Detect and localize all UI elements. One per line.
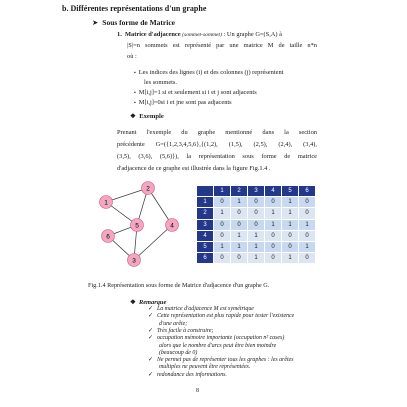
matrix-cell: 1 — [214, 241, 231, 252]
matrix-row — [197, 197, 316, 208]
matrix-header-row — [197, 186, 316, 197]
graph-node-3 — [128, 254, 141, 267]
matrix-cell: 0 — [265, 197, 282, 208]
graph-node-label: 5 — [135, 222, 139, 230]
matrix-cell: 0 — [282, 230, 299, 241]
matrix-column-header: 5 — [282, 186, 299, 197]
matrix-row-header: 4 — [197, 230, 214, 241]
matrix-row-header: 2 — [197, 208, 214, 219]
bullet-item: ▪ M[i,j]=0si i et jne sont pas adjacents — [134, 98, 232, 110]
matrix-cell: 0 — [265, 230, 282, 241]
matrix-row — [197, 208, 316, 219]
remark-item — [148, 306, 254, 313]
matrix-cell: 0 — [214, 197, 231, 208]
remark-text: occupation mémoire importante (occupation n² cases) — [156, 335, 285, 342]
matrix-row — [197, 219, 316, 230]
matrix-column-header: 6 — [299, 186, 316, 197]
remark-item-continuation: d'une arête; — [159, 320, 188, 327]
remark-item — [148, 357, 294, 364]
checkmark-icon: ✓ — [148, 313, 153, 320]
definition-number: 1. — [117, 31, 122, 38]
graph-node-6 — [102, 230, 115, 243]
remark-text: Très facile à construire; — [156, 327, 214, 334]
remark-title: Remarque — [138, 299, 167, 306]
matrix-column-header: 4 — [265, 186, 282, 197]
definition-title: Matrice d'adjacence — [125, 31, 181, 38]
graph-node-label: 6 — [106, 233, 110, 241]
graph-node-2 — [142, 182, 155, 195]
matrix-cell: 1 — [299, 241, 316, 252]
matrix-row-header: 5 — [197, 241, 214, 252]
matrix-row-header: 6 — [197, 253, 214, 264]
definition-text-2: |S|=n sommets est représenté par une matrice M de taille n*n — [127, 42, 317, 49]
matrix-row — [197, 253, 316, 264]
graph-node-label: 2 — [146, 185, 150, 193]
definition-line-1 — [117, 30, 282, 41]
matrix-column-header: 2 — [231, 186, 248, 197]
diamond-bullet-icon: ❖ — [130, 299, 136, 306]
matrix-cell: 1 — [214, 208, 231, 219]
page-number: 8 — [196, 388, 199, 394]
example-line-1: Prenant l'exemple du graphe mentionné dans la section — [117, 129, 317, 136]
definition-text-3: où : — [127, 53, 137, 60]
matrix-cell: 0 — [231, 219, 248, 230]
example-heading — [130, 112, 164, 120]
graph-node-label: 1 — [104, 199, 108, 207]
graph-figure — [90, 180, 190, 275]
matrix-cell: 0 — [299, 208, 316, 219]
bullet-item: ▪ M[i,j]=1 si et seulement si i et j sont adjacents — [134, 88, 257, 100]
remark-item — [148, 335, 284, 342]
remark-item-continuation: (beaucoup de 0) — [159, 349, 198, 356]
matrix-cell: 0 — [265, 253, 282, 264]
matrix-cell: 0 — [265, 241, 282, 252]
example-line-2: précédente G=({1,2,3,4,5,6},{(1,2), (1,5), (2,5), (2,4), (3,4), — [117, 141, 317, 148]
remark-text: La matrice d'adjacence M est symétrique — [156, 306, 254, 312]
matrix-cell: 1 — [282, 197, 299, 208]
checkmark-icon: ✓ — [148, 306, 153, 312]
matrix-cell: 1 — [265, 219, 282, 230]
example-label: Exemple — [139, 113, 164, 120]
remark-heading — [130, 298, 166, 306]
matrix-column-header: 1 — [214, 186, 231, 197]
matrix-row-header: 3 — [197, 219, 214, 230]
graph-node-label: 3 — [132, 257, 136, 265]
figure-caption: Fig.1.4 Représentation sous forme de Matrice d'adjacence d'un graphe G. — [88, 282, 270, 289]
graph-node-4 — [166, 219, 179, 232]
matrix-cell: 1 — [265, 208, 282, 219]
matrix-row — [197, 241, 316, 252]
definition-text-1: : Un graphe G=(S,A) à — [223, 31, 282, 38]
bullet-item: ▪ Les indices des lignes (i) et des colonnes (j) représentent — [134, 68, 283, 80]
matrix-cell: 0 — [248, 197, 265, 208]
subsection-heading — [92, 18, 175, 27]
matrix-cell: 0 — [299, 253, 316, 264]
example-line-3: (3,5), (3,6), (5,6)}), la représentation sous forme de matrice — [117, 153, 317, 160]
matrix-cell: 0 — [214, 253, 231, 264]
graph-node-5 — [131, 219, 144, 232]
checkmark-icon: ✓ — [148, 327, 153, 334]
graph-node-1 — [100, 196, 113, 209]
matrix-row-header: 1 — [197, 197, 214, 208]
matrix-corner — [197, 186, 214, 197]
matrix-cell: 0 — [282, 241, 299, 252]
example-line-4: d'adjacence de ce graphe est illustrée dans la figure Fig.1.4 . — [117, 165, 271, 172]
remark-text: Ne permet pas de représenter tous les graphes : les arêtes — [156, 357, 294, 364]
checkmark-icon: ✓ — [148, 371, 153, 378]
matrix-row — [197, 230, 316, 241]
remark-text: Cette représentation est plus rapide pour tester l'existence — [156, 313, 295, 320]
diamond-bullet-icon: ❖ — [130, 113, 136, 120]
bullet-item-continuation: les sommets. — [144, 79, 178, 86]
matrix-cell: 1 — [248, 230, 265, 241]
remark-item-continuation: multiples ne peuvent être représentées. — [159, 364, 251, 371]
matrix-cell: 0 — [231, 253, 248, 264]
graph-node-label: 4 — [170, 222, 174, 230]
matrix-cell: 1 — [231, 241, 248, 252]
matrix-cell: 1 — [231, 197, 248, 208]
remark-item — [148, 313, 294, 320]
matrix-column-header: 3 — [248, 186, 265, 197]
matrix-cell: 0 — [248, 219, 265, 230]
matrix-cell: 0 — [214, 230, 231, 241]
remark-item — [148, 328, 214, 335]
matrix-cell: 1 — [282, 208, 299, 219]
matrix-cell: 1 — [248, 241, 265, 252]
section-heading: b. Différentes représentations d'un graphe — [62, 4, 207, 13]
matrix-cell: 1 — [231, 230, 248, 241]
remark-item-continuation: alors que le nombre d'arcs peut être bien moindre — [159, 342, 277, 349]
adjacency-matrix — [196, 185, 316, 264]
matrix-cell: 1 — [299, 219, 316, 230]
arrow-bullet-icon: ➤ — [92, 18, 99, 27]
matrix-cell: 0 — [299, 230, 316, 241]
matrix-cell: 0 — [299, 197, 316, 208]
remark-item — [148, 372, 227, 379]
subsection-title: Sous forme de Matrice — [102, 18, 175, 27]
remark-text: redondance des informations. — [156, 371, 227, 378]
checkmark-icon: ✓ — [148, 335, 153, 342]
matrix-cell: 0 — [248, 208, 265, 219]
matrix-cell: 0 — [214, 219, 231, 230]
matrix-cell: 1 — [282, 253, 299, 264]
matrix-cell: 1 — [282, 219, 299, 230]
matrix-cell: 1 — [248, 253, 265, 264]
definition-subtitle: (sommet-sommet) — [182, 32, 222, 38]
checkmark-icon: ✓ — [148, 357, 153, 364]
matrix-cell: 0 — [231, 208, 248, 219]
